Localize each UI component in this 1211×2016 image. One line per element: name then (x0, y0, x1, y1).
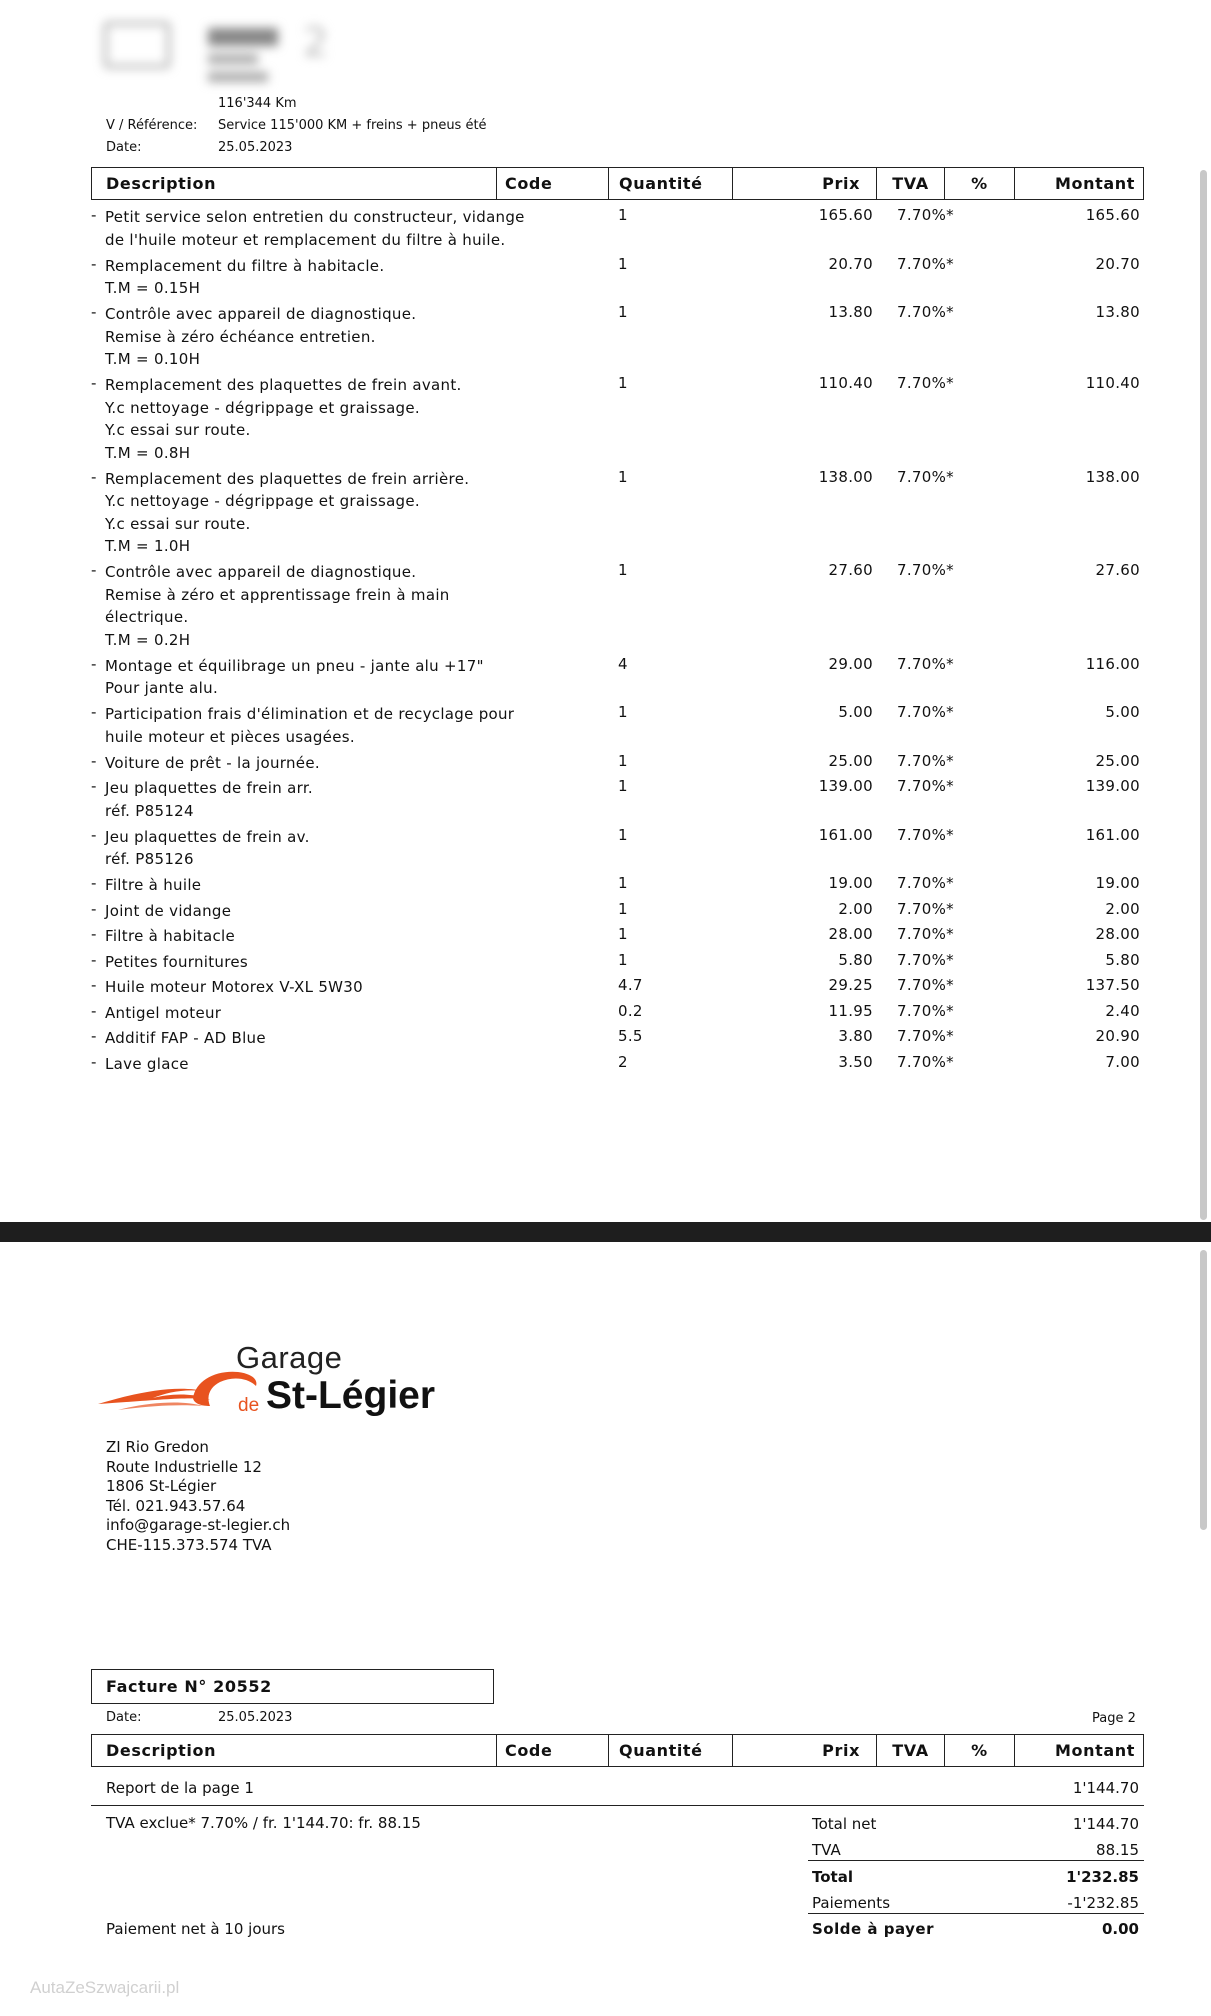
row-amount: 138.00 (1085, 467, 1140, 486)
row-price: 165.60 (818, 206, 873, 224)
row-amount: 5.00 (1105, 703, 1140, 721)
description-line: Jeu plaquettes de frein arr. (105, 779, 313, 797)
description-line: Pour jante alu. (105, 679, 219, 697)
description-line: Montage et équilibrage un pneu - jante alu +17" (105, 656, 484, 675)
row-description (105, 255, 384, 300)
row-amount: 28.00 (1095, 925, 1140, 943)
row-bullet: - (91, 751, 97, 770)
table-row (91, 655, 1144, 700)
row-price: 5.00 (838, 703, 873, 721)
row-bullet: - (91, 254, 97, 273)
description-line: T.M = 0.2H (105, 630, 191, 649)
description-line: huile moteur et pièces usagées. (105, 727, 355, 746)
table-row (91, 703, 1144, 748)
row-bullet: - (91, 206, 97, 224)
col-vat: TVA (877, 168, 945, 199)
row-price: 25.00 (828, 751, 873, 770)
table-row (91, 777, 1144, 822)
reference-label: V / Référence: (106, 118, 198, 133)
description-line: Jeu plaquettes de frein av. (105, 827, 310, 846)
description-line: réf. P85126 (105, 850, 194, 868)
totals-vat-label: TVA (812, 1841, 841, 1859)
row-quantity: 1 (618, 254, 628, 273)
row-vat: 7.70%* (897, 777, 954, 795)
col-amount: Montant (1055, 174, 1135, 193)
address-line: ZI Rio Gredon (106, 1438, 209, 1456)
row-bullet: - (91, 874, 97, 892)
description-line: Contrôle avec appareil de diagnostique. (105, 305, 417, 323)
description-line: Y.c nettoyage - dégrippage et graissage. (105, 492, 420, 510)
row-vat: 7.70%* (897, 374, 954, 392)
row-price: 161.00 (818, 825, 873, 844)
totals-payments-label: Paiements (812, 1894, 891, 1912)
row-description (105, 925, 235, 948)
row-description (105, 874, 201, 897)
row-quantity: 4.7 (618, 976, 643, 994)
description-line: Additif FAP - AD Blue (105, 1029, 266, 1047)
row-description (105, 655, 484, 700)
row-price: 29.25 (828, 976, 873, 994)
row-description (105, 951, 248, 974)
row-price: 20.70 (828, 254, 873, 273)
row-amount: 5.80 (1105, 950, 1140, 969)
row-vat: 7.70%* (897, 825, 954, 844)
row-quantity: 1 (618, 874, 628, 892)
table-row (91, 1002, 1144, 1025)
row-quantity: 1 (618, 777, 628, 795)
report-label: Report de la page 1 (106, 1779, 254, 1797)
col-description: Description (92, 168, 497, 199)
row-vat: 7.70%* (897, 467, 954, 486)
table-row (91, 900, 1144, 923)
row-bullet: - (91, 374, 97, 392)
row-bullet: - (91, 303, 97, 321)
description-line: Y.c nettoyage - dégrippage et graissage. (105, 398, 420, 417)
col-price: Prix (733, 168, 877, 199)
row-price: 110.40 (818, 374, 873, 392)
address-line: CHE-115.373.574 TVA (106, 1535, 272, 1554)
row-quantity: 1 (618, 703, 628, 721)
row-bullet: - (91, 825, 97, 844)
invoice-title-box (91, 1669, 494, 1704)
row-quantity: 1 (618, 206, 628, 224)
row-bullet: - (91, 777, 97, 795)
col-percent: % (945, 1735, 1015, 1766)
col-code: Code (497, 168, 609, 199)
table-row (91, 1053, 1144, 1076)
page2-table-header (91, 1734, 1144, 1767)
address-line: Route Industrielle 12 (106, 1457, 262, 1476)
row-price: 13.80 (828, 303, 873, 321)
table-row (91, 255, 1144, 300)
row-quantity: 1 (618, 925, 628, 943)
description-line: Joint de vidange (105, 901, 232, 920)
row-amount: 165.60 (1085, 206, 1140, 224)
payment-terms: Paiement net à 10 jours (106, 1920, 285, 1938)
row-quantity: 1 (618, 825, 628, 844)
description-line: Y.c essai sur route. (105, 514, 251, 533)
row-quantity: 1 (618, 751, 628, 770)
watermark: AutaZeSzwajcarii.pl (30, 1978, 180, 1997)
row-description (105, 900, 231, 923)
description-line: Participation frais d'élimination et de recyclage pour (105, 705, 515, 723)
description-line: électrique. (105, 608, 189, 626)
description-line: Remise à zéro échéance entretien. (105, 327, 376, 346)
totals-payments-value: -1'232.85 (1067, 1894, 1139, 1912)
row-description (105, 374, 462, 464)
col-description: Description (92, 1735, 497, 1766)
row-vat: 7.70%* (897, 751, 954, 770)
row-description (105, 561, 450, 651)
description-line: Petit service selon entretien du constructeur, vidange (105, 208, 525, 226)
table-row (91, 874, 1144, 897)
col-percent: % (945, 168, 1015, 199)
totals-vat-value: 88.15 (1096, 1841, 1139, 1859)
row-quantity: 1 (618, 374, 628, 392)
description-line: Petites fournitures (105, 952, 248, 971)
row-description (105, 777, 313, 822)
garage-logo (98, 1340, 448, 1430)
row-description (105, 1002, 221, 1025)
row-bullet: - (91, 467, 97, 486)
table-row (91, 374, 1144, 464)
table-row (91, 468, 1144, 558)
row-price: 11.95 (828, 1001, 873, 1020)
description-line: Remise à zéro et apprentissage frein à main (105, 585, 450, 604)
page-separator (0, 1222, 1211, 1242)
mileage: 116'344 Km (218, 96, 297, 111)
row-quantity: 1 (618, 467, 628, 486)
table-row (91, 925, 1144, 948)
row-vat: 7.70%* (897, 874, 954, 892)
scrollbar-thumb-page1[interactable] (1200, 170, 1207, 1220)
row-vat: 7.70%* (897, 976, 954, 994)
row-amount: 139.00 (1085, 777, 1140, 795)
description-line: Huile moteur Motorex V-XL 5W30 (105, 978, 363, 996)
totals-balance-label: Solde à payer (812, 1920, 934, 1938)
row-amount: 20.70 (1095, 254, 1140, 273)
row-quantity: 1 (618, 303, 628, 321)
row-bullet: - (91, 561, 97, 579)
description-line: T.M = 0.10H (105, 350, 201, 368)
date-label: Date: (106, 140, 142, 155)
row-price: 29.00 (828, 654, 873, 673)
row-description (105, 468, 469, 558)
row-bullet: - (91, 654, 97, 673)
row-description (105, 1053, 189, 1076)
row-vat: 7.70%* (897, 303, 954, 321)
report-divider (91, 1805, 1144, 1806)
logo-garage-text: Garage (236, 1340, 343, 1375)
row-vat: 7.70%* (897, 1001, 954, 1020)
row-description (105, 976, 363, 999)
row-quantity: 5.5 (618, 1027, 643, 1045)
row-price: 28.00 (828, 925, 873, 943)
row-bullet: - (91, 1052, 97, 1071)
totals-balance-value: 0.00 (1101, 1920, 1139, 1938)
vat-note: TVA exclue* 7.70% / fr. 1'144.70: fr. 88.15 (106, 1814, 421, 1832)
description-line: Remplacement des plaquettes de frein avant. (105, 376, 462, 394)
totals-total-value: 1'232.85 (1066, 1868, 1139, 1886)
row-quantity: 1 (618, 899, 628, 918)
table-row (91, 826, 1144, 871)
row-amount: 2.40 (1105, 1001, 1140, 1020)
row-description (105, 752, 320, 775)
col-amount: Montant (1055, 1741, 1135, 1760)
table-row (91, 303, 1144, 371)
report-value: 1'144.70 (1072, 1779, 1139, 1797)
col-vat: TVA (877, 1735, 945, 1766)
row-price: 19.00 (828, 874, 873, 892)
table-row (91, 561, 1144, 651)
totals-total-net-label: Total net (812, 1815, 877, 1833)
row-quantity: 0.2 (618, 1001, 643, 1020)
page-number: Page 2 (1092, 1711, 1136, 1726)
totals-divider (808, 1860, 1144, 1861)
description-line: Remplacement des plaquettes de frein arrière. (105, 469, 470, 488)
row-quantity: 1 (618, 950, 628, 969)
row-quantity: 4 (618, 654, 628, 673)
table-header (91, 167, 1144, 200)
row-amount: 19.00 (1095, 874, 1140, 892)
address-line: info@garage-st-legier.ch (106, 1516, 291, 1534)
col-quantity: Quantité (609, 168, 733, 199)
table-row (91, 206, 1144, 251)
row-bullet: - (91, 950, 97, 969)
row-amount: 20.90 (1095, 1027, 1140, 1045)
row-vat: 7.70%* (897, 254, 954, 273)
logo-main-text: St-Légier (266, 1374, 436, 1417)
row-amount: 161.00 (1085, 825, 1140, 844)
row-description (105, 206, 525, 251)
garage-address (106, 1438, 290, 1555)
description-line: Voiture de prêt - la journée. (105, 753, 320, 772)
description-line: T.M = 1.0H (105, 537, 191, 555)
description-line: Contrôle avec appareil de diagnostique. (105, 563, 417, 581)
description-line: réf. P85124 (105, 801, 194, 820)
scrollbar-thumb-page2[interactable] (1200, 1250, 1207, 1530)
date-value: 25.05.2023 (218, 140, 293, 155)
address-line: 1806 St-Légier (106, 1477, 217, 1495)
row-price: 27.60 (828, 561, 873, 579)
totals-total-label: Total (812, 1868, 853, 1886)
totals-total-net-value: 1'144.70 (1072, 1815, 1139, 1833)
row-amount: 7.00 (1105, 1052, 1140, 1071)
row-vat: 7.70%* (897, 561, 954, 579)
col-price: Prix (733, 1735, 877, 1766)
row-vat: 7.70%* (897, 1027, 954, 1045)
table-row (91, 1027, 1144, 1050)
row-vat: 7.70%* (897, 1052, 954, 1071)
row-quantity: 1 (618, 561, 628, 579)
page2-date-value: 25.05.2023 (218, 1710, 293, 1725)
description-line: Lave glace (105, 1054, 189, 1073)
row-description (105, 303, 416, 371)
row-amount: 2.00 (1105, 899, 1140, 918)
description-line: T.M = 0.8H (105, 443, 191, 462)
table-row (91, 976, 1144, 999)
description-line: T.M = 0.15H (105, 279, 201, 297)
reference-value: Service 115'000 KM + freins + pneus été (218, 118, 487, 133)
row-price: 3.50 (838, 1052, 873, 1071)
logo-swoosh-icon (98, 1362, 258, 1422)
row-vat: 7.70%* (897, 925, 954, 943)
row-description (105, 826, 310, 871)
row-description (105, 1027, 266, 1050)
row-bullet: - (91, 1001, 97, 1020)
totals-divider (808, 1913, 1144, 1914)
row-description (105, 703, 514, 748)
row-bullet: - (91, 925, 97, 943)
row-price: 138.00 (818, 467, 873, 486)
row-bullet: - (91, 703, 97, 721)
row-price: 139.00 (818, 777, 873, 795)
row-amount: 25.00 (1095, 751, 1140, 770)
page2-date-label: Date: (106, 1710, 142, 1725)
table-row (91, 752, 1144, 775)
description-line: Y.c essai sur route. (105, 421, 251, 439)
description-line: Filtre à habitacle (105, 927, 236, 945)
row-vat: 7.70%* (897, 899, 954, 918)
address-line: Tél. 021.943.57.64 (106, 1496, 246, 1515)
description-line: de l'huile moteur et remplacement du filtre à huile. (105, 230, 506, 249)
row-amount: 13.80 (1095, 303, 1140, 321)
row-vat: 7.70%* (897, 703, 954, 721)
row-bullet: - (91, 899, 97, 918)
col-code: Code (497, 1735, 609, 1766)
col-quantity: Quantité (609, 1735, 733, 1766)
row-price: 2.00 (838, 899, 873, 918)
row-price: 3.80 (838, 1027, 873, 1045)
row-quantity: 2 (618, 1052, 628, 1071)
invoice-title: Facture N° 20552 (106, 1677, 272, 1696)
description-line: Filtre à huile (105, 876, 202, 894)
description-line: Remplacement du filtre à habitacle. (105, 256, 385, 275)
row-amount: 110.40 (1085, 374, 1140, 392)
row-vat: 7.70%* (897, 950, 954, 969)
row-vat: 7.70%* (897, 206, 954, 224)
row-price: 5.80 (838, 950, 873, 969)
row-amount: 27.60 (1095, 561, 1140, 579)
description-line: Antigel moteur (105, 1003, 222, 1022)
row-amount: 137.50 (1085, 976, 1140, 994)
row-vat: 7.70%* (897, 654, 954, 673)
row-amount: 116.00 (1085, 654, 1140, 673)
blurred-customer-block: 2 (98, 8, 368, 88)
row-bullet: - (91, 976, 97, 994)
logo-de-text: de (238, 1395, 260, 1416)
row-bullet: - (91, 1027, 97, 1045)
table-row (91, 951, 1144, 974)
